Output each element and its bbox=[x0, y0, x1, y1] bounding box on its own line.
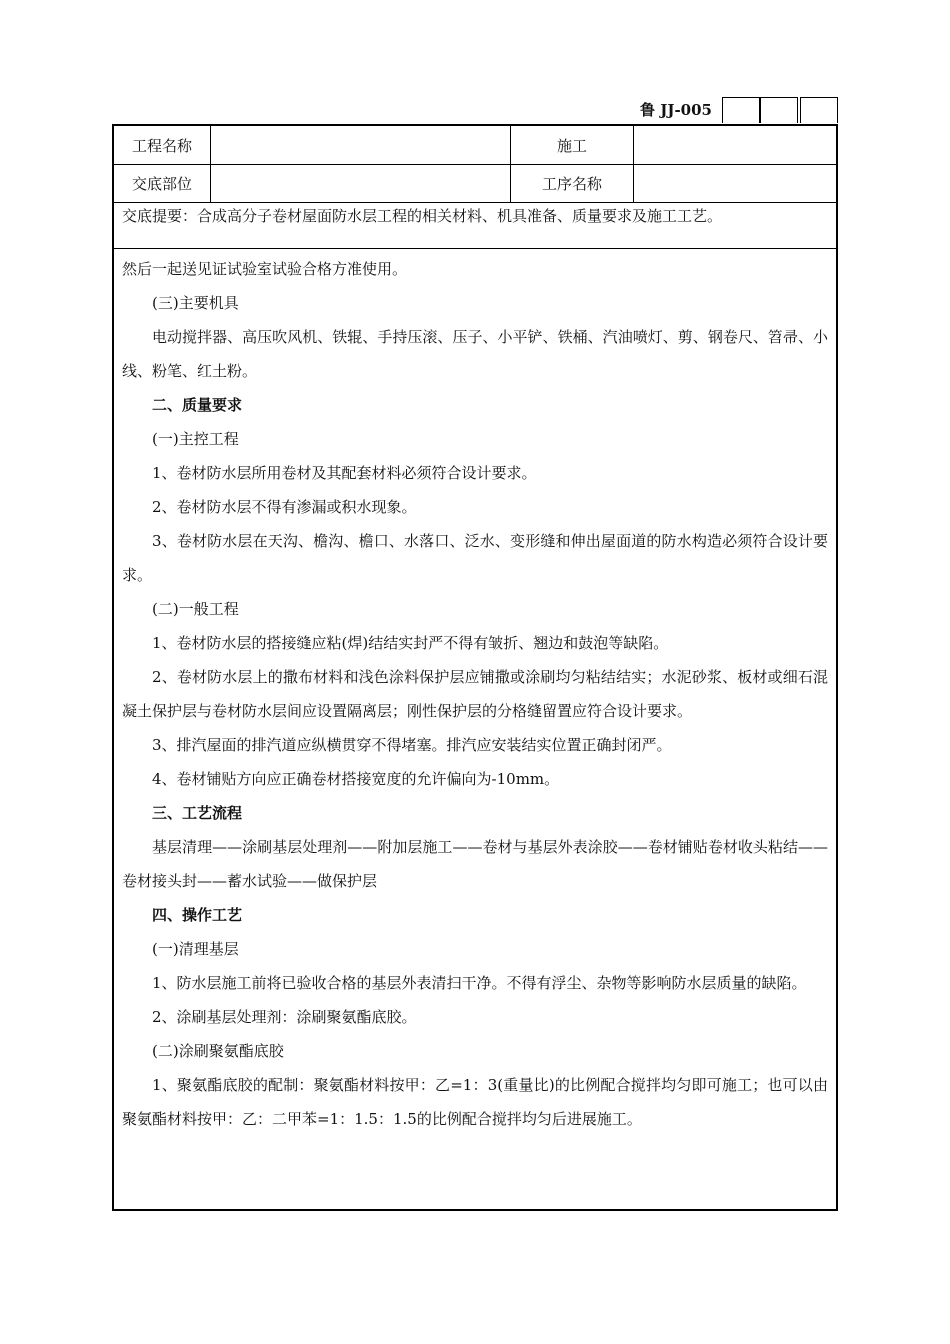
paragraph: 2、卷材防水层上的撒布材料和浅色涂料保护层应铺撒或涂刷均匀粘结结实；水泥砂浆、板材或细石混凝土保护层与卷材防水层间应设置隔离层；刚性保护层的分格缝留置应符合设计要求。 bbox=[122, 668, 828, 720]
paragraph: 2、卷材防水层不得有渗漏或积水现象。 bbox=[152, 498, 417, 516]
construction-label: 施工 bbox=[511, 126, 634, 164]
code-box-2 bbox=[760, 97, 798, 123]
subsection-heading: (一)主控工程 bbox=[152, 430, 239, 448]
paragraph: 1、卷材防水层所用卷材及其配套材料必须符合设计要求。 bbox=[152, 464, 537, 482]
paragraph: 然后一起送见证试验室试验合格方准使用。 bbox=[122, 260, 408, 278]
paragraph: 3、排汽屋面的排汽道应纵横贯穿不得堵塞。排汽应安装结实位置正确封闭严。 bbox=[152, 736, 672, 754]
paragraph: 3、卷材防水层在天沟、檐沟、檐口、水落口、泛水、变形缝和伸出屋面道的防水构造必须符合设计要求。 bbox=[122, 532, 828, 584]
subsection-heading: (一)清理基层 bbox=[152, 940, 239, 958]
header-row-2 bbox=[114, 164, 836, 203]
project-name-value bbox=[211, 126, 511, 164]
code-box-3 bbox=[800, 97, 838, 123]
process-name-value bbox=[634, 164, 836, 202]
section-heading: 四、操作工艺 bbox=[152, 906, 243, 924]
paragraph: 1、防水层施工前将已验收合格的基层外表清扫干净。不得有浮尘、杂物等影响防水层质量的缺陷。 bbox=[152, 974, 807, 992]
briefing-part-value bbox=[211, 164, 511, 202]
construction-value bbox=[634, 126, 836, 164]
subsection-heading: (三)主要机具 bbox=[152, 294, 239, 312]
form-code: 鲁 JJ-005 bbox=[640, 101, 712, 119]
subsection-heading: (二)涂刷聚氨酯底胶 bbox=[152, 1042, 284, 1060]
paragraph: 1、聚氨酯底胶的配制：聚氨酯材料按甲：乙=1：3(重量比)的比例配合搅拌均匀即可施工；也可以由聚氨酯材料按甲：乙：二甲苯=1：1.5：1.5的比例配合搅拌均匀后进展施工。 bbox=[122, 1076, 828, 1128]
paragraph: 2、涂刷基层处理剂：涂刷聚氨酯底胶。 bbox=[152, 1008, 417, 1026]
briefing-form bbox=[112, 124, 838, 1211]
header-row-1 bbox=[114, 126, 836, 165]
section-heading: 三、工艺流程 bbox=[152, 804, 243, 822]
subsection-heading: (二)一般工程 bbox=[152, 600, 239, 618]
briefing-part-label: 交底部位 bbox=[114, 164, 211, 202]
code-box-1 bbox=[722, 97, 760, 123]
form-code-area bbox=[612, 97, 838, 124]
paragraph: 基层清理——涂刷基层处理剂——附加层施工——卷材与基层外表涂胶——卷材铺贴卷材收头粘结——卷材接头封——蓄水试验——做保护层 bbox=[122, 838, 828, 890]
paragraph: 电动搅拌器、高压吹风机、铁辊、手持压滚、压子、小平铲、铁桶、汽油喷灯、剪、钢卷尺、笤帚、小线、粉笔、红土粉。 bbox=[122, 328, 828, 380]
paragraph: 4、卷材铺贴方向应正确卷材搭接宽度的允许偏向为-10mm。 bbox=[152, 770, 560, 788]
section-heading: 二、质量要求 bbox=[152, 396, 243, 414]
project-name-label: 工程名称 bbox=[114, 126, 211, 164]
briefing-summary: 交底提要：合成高分子卷材屋面防水层工程的相关材料、机具准备、质量要求及施工工艺。 bbox=[114, 202, 836, 249]
paragraph: 1、卷材防水层的搭接缝应粘(焊)结结实封严不得有皱折、翘边和鼓泡等缺陷。 bbox=[152, 634, 669, 652]
briefing-content bbox=[122, 252, 828, 1136]
process-name-label: 工序名称 bbox=[511, 164, 634, 202]
